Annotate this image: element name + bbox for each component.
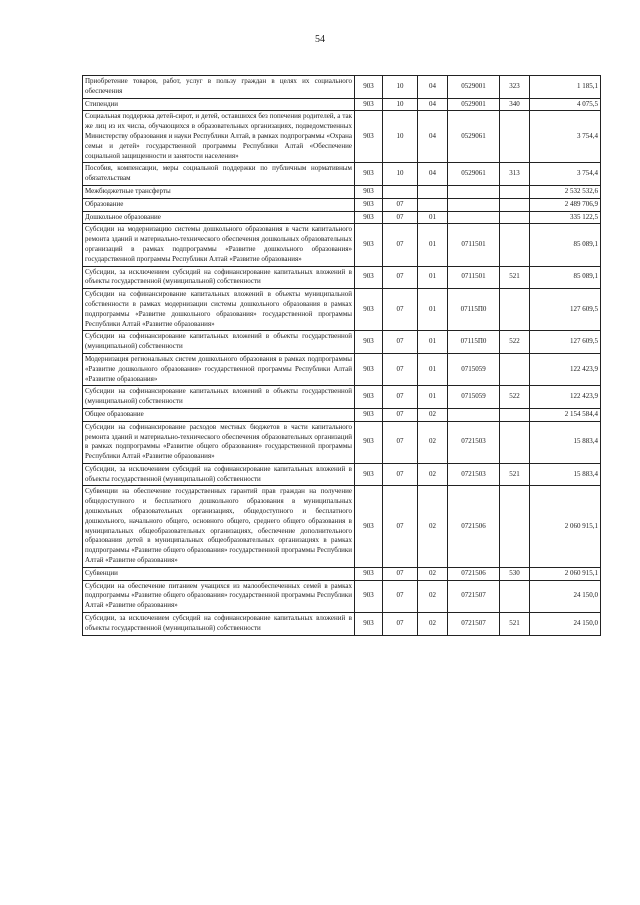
subsection-cell: 04 [418, 163, 448, 186]
expense-type-cell [500, 580, 530, 612]
target-item-cell: 0721506 [448, 486, 500, 567]
row-name-cell: Субсидии, за исключением субсидий на софинансирование капитальных вложений в объекты государственной (муниципальной) собственности [83, 613, 355, 636]
expense-type-cell: 340 [500, 98, 530, 111]
grbs-cell: 903 [355, 111, 383, 163]
row-name-cell: Приобретение товаров, работ, услуг в пользу граждан в целях их социального обеспечения [83, 76, 355, 99]
expense-type-cell: 530 [500, 567, 530, 580]
row-name-cell: Субсидии, за исключением субсидий на софинансирование капитальных вложений в объекты государственной (муниципальной) собственности [83, 266, 355, 289]
table-row [83, 386, 601, 409]
subsection-cell [418, 185, 448, 198]
grbs-cell: 903 [355, 224, 383, 266]
amount-cell: 2 154 584,4 [530, 408, 601, 421]
section-cell: 07 [383, 331, 418, 354]
row-name-cell: Социальная поддержка детей-сирот, и детей, оставшихся без попечения родителей, а так же лиц из их числа, обучающихся в образовательных организациях, подведомственных Министерству образования и науки Республики Алтай, в рамках подпрограммы «Охрана семьи и детей» государственной программы Республики Алтай «Обеспечение социальной защищенности и занятости населения» [83, 111, 355, 163]
target-item-cell: 0529001 [448, 98, 500, 111]
subsection-cell: 01 [418, 266, 448, 289]
subsection-cell: 02 [418, 486, 448, 567]
section-cell: 07 [383, 224, 418, 266]
amount-cell: 3 754,4 [530, 163, 601, 186]
expense-type-cell [500, 486, 530, 567]
amount-cell: 15 883,4 [530, 421, 601, 463]
table-row [83, 211, 601, 224]
expense-type-cell: 521 [500, 613, 530, 636]
section-cell [383, 185, 418, 198]
grbs-cell: 903 [355, 580, 383, 612]
table-row [83, 353, 601, 385]
target-item-cell: 0721507 [448, 580, 500, 612]
amount-cell: 85 089,1 [530, 266, 601, 289]
table-row [83, 76, 601, 99]
section-cell: 10 [383, 76, 418, 99]
table-row [83, 98, 601, 111]
amount-cell: 3 754,4 [530, 111, 601, 163]
row-name-cell: Субвенции [83, 567, 355, 580]
target-item-cell [448, 408, 500, 421]
target-item-cell [448, 211, 500, 224]
subsection-cell: 01 [418, 331, 448, 354]
target-item-cell: 0715059 [448, 386, 500, 409]
target-item-cell: 0711501 [448, 266, 500, 289]
amount-cell: 122 423,9 [530, 386, 601, 409]
amount-cell: 15 883,4 [530, 463, 601, 486]
target-item-cell: 07115П0 [448, 289, 500, 331]
subsection-cell: 02 [418, 580, 448, 612]
grbs-cell: 903 [355, 353, 383, 385]
table-row [83, 421, 601, 463]
amount-cell: 2 489 706,9 [530, 198, 601, 211]
grbs-cell: 903 [355, 567, 383, 580]
amount-cell: 4 075,5 [530, 98, 601, 111]
grbs-cell: 903 [355, 198, 383, 211]
table-row [83, 266, 601, 289]
expense-type-cell: 521 [500, 266, 530, 289]
target-item-cell [448, 198, 500, 211]
row-name-cell: Стипендии [83, 98, 355, 111]
section-cell: 07 [383, 421, 418, 463]
row-name-cell: Субсидии на софинансирование капитальных вложений в объекты муниципальной собственности в рамках модернизации системы дошкольного образования в рамках подпрограммы «Развитие дошкольного образования» государственной программы Республики Алтай «Развитие образования» [83, 289, 355, 331]
grbs-cell: 903 [355, 76, 383, 99]
expense-type-cell: 522 [500, 331, 530, 354]
grbs-cell: 903 [355, 266, 383, 289]
expense-type-cell: 313 [500, 163, 530, 186]
expense-type-cell [500, 111, 530, 163]
section-cell: 07 [383, 580, 418, 612]
subsection-cell: 02 [418, 613, 448, 636]
table-row [83, 613, 601, 636]
subsection-cell: 04 [418, 98, 448, 111]
table-row [83, 580, 601, 612]
row-name-cell: Межбюджетные трансферты [83, 185, 355, 198]
section-cell: 07 [383, 266, 418, 289]
row-name-cell: Субсидии на софинансирование капитальных вложений в объекты государственной (муниципальной) собственности [83, 331, 355, 354]
target-item-cell: 0711501 [448, 224, 500, 266]
target-item-cell: 0721503 [448, 421, 500, 463]
amount-cell: 24 150,0 [530, 613, 601, 636]
grbs-cell: 903 [355, 289, 383, 331]
section-cell: 07 [383, 386, 418, 409]
grbs-cell: 903 [355, 331, 383, 354]
section-cell: 10 [383, 111, 418, 163]
amount-cell: 127 609,5 [530, 289, 601, 331]
grbs-cell: 903 [355, 408, 383, 421]
target-item-cell: 0529001 [448, 76, 500, 99]
table-row [83, 185, 601, 198]
subsection-cell [418, 198, 448, 211]
section-cell: 07 [383, 198, 418, 211]
table-row [83, 567, 601, 580]
grbs-cell: 903 [355, 211, 383, 224]
amount-cell: 335 122,5 [530, 211, 601, 224]
expense-type-cell: 521 [500, 463, 530, 486]
row-name-cell: Субвенции на обеспечение государственных гарантий прав граждан на получение общедоступного и бесплатного дошкольного образования в муниципальных дошкольных образовательных организациях, общедоступного и бесплатного дошкольного, начального общего, основного общего, среднего общего образования в муниципальных общеобразовательных организациях, обеспечение дополнительного образования детей в муниципальных общеобразовательных организациях в рамках подпрограммы «Развитие общего образования» государственной программы Республики Алтай «Развитие образования» [83, 486, 355, 567]
section-cell: 07 [383, 211, 418, 224]
target-item-cell [448, 185, 500, 198]
subsection-cell: 01 [418, 224, 448, 266]
expense-type-cell [500, 289, 530, 331]
grbs-cell: 903 [355, 98, 383, 111]
table-row [83, 224, 601, 266]
amount-cell: 2 532 532,6 [530, 185, 601, 198]
subsection-cell: 01 [418, 211, 448, 224]
expense-type-cell [500, 224, 530, 266]
section-cell: 07 [383, 289, 418, 331]
expense-type-cell [500, 198, 530, 211]
grbs-cell: 903 [355, 613, 383, 636]
section-cell: 07 [383, 463, 418, 486]
amount-cell: 2 060 915,1 [530, 567, 601, 580]
target-item-cell: 0715059 [448, 353, 500, 385]
row-name-cell: Пособия, компенсации, меры социальной поддержки по публичным нормативным обязательствам [83, 163, 355, 186]
expense-type-cell: 522 [500, 386, 530, 409]
section-cell: 07 [383, 486, 418, 567]
expense-type-cell: 323 [500, 76, 530, 99]
expense-type-cell [500, 421, 530, 463]
section-cell: 10 [383, 163, 418, 186]
subsection-cell: 01 [418, 353, 448, 385]
row-name-cell: Общее образование [83, 408, 355, 421]
amount-cell: 85 089,1 [530, 224, 601, 266]
budget-table [82, 75, 601, 636]
subsection-cell: 04 [418, 111, 448, 163]
section-cell: 07 [383, 353, 418, 385]
amount-cell: 127 609,5 [530, 331, 601, 354]
section-cell: 07 [383, 567, 418, 580]
expense-type-cell [500, 185, 530, 198]
row-name-cell: Субсидии на модернизацию системы дошкольного образования в части капитального ремонта зданий и материально-технического обеспечения дошкольных образовательных организаций в рамках подпрограммы «Развитие дошкольного образования» государственной программы Республики Алтай «Развитие образования» [83, 224, 355, 266]
subsection-cell: 02 [418, 408, 448, 421]
target-item-cell: 0529061 [448, 163, 500, 186]
expense-type-cell [500, 211, 530, 224]
target-item-cell: 07115П0 [448, 331, 500, 354]
row-name-cell: Модернизация региональных систем дошкольного образования в рамках подпрограммы «Развитие дошкольного образования» государственной программы Республики Алтай «Развитие образования» [83, 353, 355, 385]
amount-cell: 2 060 915,1 [530, 486, 601, 567]
table-row [83, 289, 601, 331]
page-number: 54 [315, 34, 325, 45]
subsection-cell: 04 [418, 76, 448, 99]
row-name-cell: Субсидии на софинансирование капитальных вложений в объекты государственной (муниципальной) собственности [83, 386, 355, 409]
subsection-cell: 02 [418, 567, 448, 580]
amount-cell: 122 423,9 [530, 353, 601, 385]
target-item-cell: 0529061 [448, 111, 500, 163]
section-cell: 07 [383, 613, 418, 636]
row-name-cell: Субсидии на обеспечение питанием учащихся из малообеспеченных семей в рамках подпрограммы «Развитие общего образования» государственной программы Республики Алтай «Развитие образования» [83, 580, 355, 612]
grbs-cell: 903 [355, 163, 383, 186]
budget-table-body [83, 76, 601, 636]
table-row [83, 198, 601, 211]
target-item-cell: 0721503 [448, 463, 500, 486]
table-row [83, 331, 601, 354]
target-item-cell: 0721507 [448, 613, 500, 636]
subsection-cell: 02 [418, 421, 448, 463]
target-item-cell: 0721506 [448, 567, 500, 580]
grbs-cell: 903 [355, 486, 383, 567]
amount-cell: 1 185,1 [530, 76, 601, 99]
amount-cell: 24 150,0 [530, 580, 601, 612]
expense-type-cell [500, 408, 530, 421]
row-name-cell: Субсидии, за исключением субсидий на софинансирование капитальных вложений в объекты государственной (муниципальной) собственности [83, 463, 355, 486]
table-row [83, 408, 601, 421]
subsection-cell: 02 [418, 463, 448, 486]
subsection-cell: 01 [418, 386, 448, 409]
expense-type-cell [500, 353, 530, 385]
subsection-cell: 01 [418, 289, 448, 331]
grbs-cell: 903 [355, 185, 383, 198]
table-row [83, 111, 601, 163]
table-row [83, 486, 601, 567]
grbs-cell: 903 [355, 421, 383, 463]
grbs-cell: 903 [355, 463, 383, 486]
row-name-cell: Субсидии на софинансирование расходов местных бюджетов в части капитального ремонта зданий и материально-технического обеспечения образовательных организаций в рамках подпрограммы «Развитие общего образования» государственной программы Республики Алтай «Развитие образования» [83, 421, 355, 463]
section-cell: 07 [383, 408, 418, 421]
grbs-cell: 903 [355, 386, 383, 409]
section-cell: 10 [383, 98, 418, 111]
table-row [83, 163, 601, 186]
row-name-cell: Образование [83, 198, 355, 211]
row-name-cell: Дошкольное образование [83, 211, 355, 224]
table-row [83, 463, 601, 486]
